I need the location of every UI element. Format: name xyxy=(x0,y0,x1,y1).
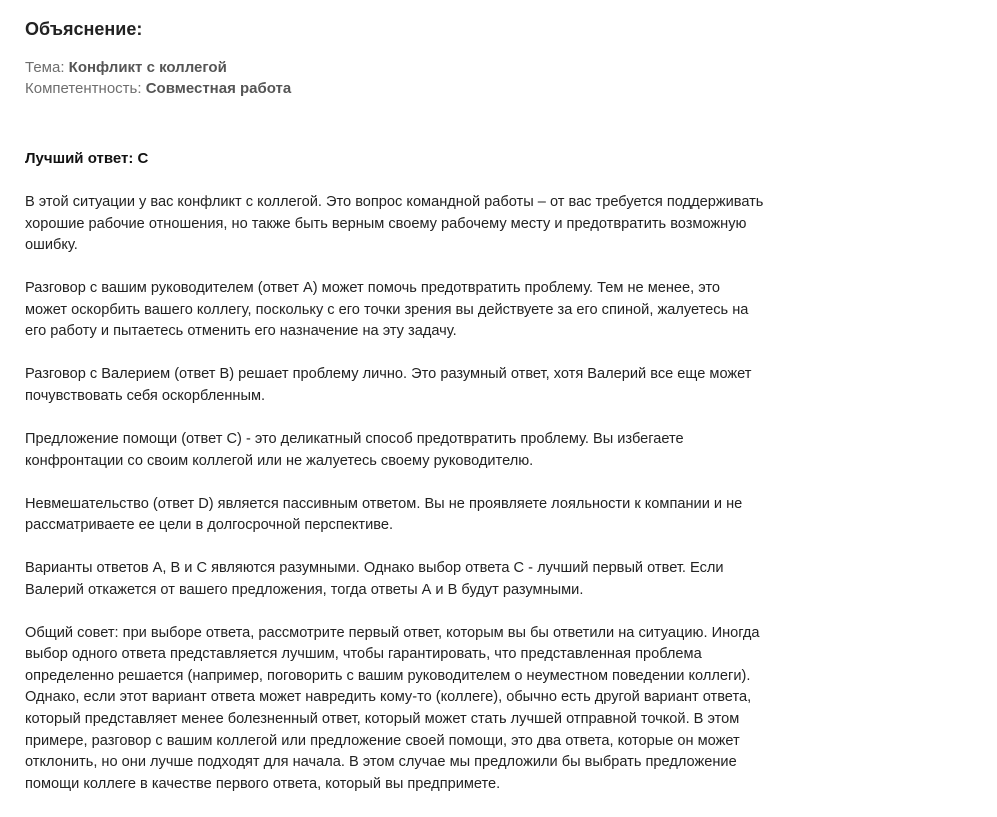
paragraph-summary: Варианты ответов A, B и С являются разумными. Однако выбор ответа С - лучший первый ответ. Если Валерий откажется от вашего предложения, тогда ответы А и В будут разумными. xyxy=(25,560,724,598)
competence-label: Компетентность: xyxy=(25,80,142,97)
topic-value: Конфликт с коллегой xyxy=(68,59,227,76)
explanation-heading: Объяснение: xyxy=(25,19,143,39)
best-answer: Лучший ответ: С xyxy=(25,150,149,167)
paragraph-answer-c: Предложение помощи (ответ С) - это деликатный способ предотвратить проблему. Вы избегаете конфронтации со своим коллегой или не жалуетесь своему руководителю. xyxy=(25,430,684,469)
paragraph-general-advice: Общий совет: при выборе ответа, рассмотрите первый ответ, которым вы бы ответили на ситуацию. Иногда выбор одного ответа представляется лучшим, чтобы гарантировать, что представленная проблема определенно решается (например, поговорить с вашим руководителем о неуместном поведении коллеги). Однако, если этот вариант ответа может навредить кому-то (коллеге), обычно есть другой вариант ответа, который представляет менее болезненный ответ, который может стать лучшей отправной точкой. В этом примере, разговор с вашим коллегой или предложение своей помощи, это два ответа, которые он может отклонить, но они лучше подходят для начала. В этом случае мы предложили бы выбрать предложение помощи коллеге в качестве первого ответа, который вы предпримете. xyxy=(25,624,760,792)
topic-line xyxy=(25,57,765,78)
competence-value: Совместная работа xyxy=(145,80,292,97)
paragraph-answer-d: Невмешательство (ответ D) является пассивным ответом. Вы не проявляете лояльности к компании и не рассматриваете ее цели в долгосрочной перспективе. xyxy=(25,495,743,534)
competence-line xyxy=(25,78,765,99)
topic-label: Тема: xyxy=(25,59,65,76)
paragraph-intro: В этой ситуации у вас конфликт с коллегой. Это вопрос командной работы – от вас требуется поддерживать хорошие рабочие отношения, но также быть верным своему рабочему месту и предотвратить возможную ошибку. xyxy=(25,194,764,254)
paragraph-answer-b: Разговор с Валерием (ответ B) решает проблему лично. Это разумный ответ, хотя Валерий все еще может почувствовать себя оскорбленным. xyxy=(25,366,752,404)
paragraph-answer-a: Разговор с вашим руководителем (ответ А) может помочь предотвратить проблему. Тем не менее, это может оскорбить вашего коллегу, поскольку с его точки зрения вы действуете за его спиной, жалуетесь на его работу и пытаетесь отменить его назначение на эту задачу. xyxy=(25,280,749,340)
